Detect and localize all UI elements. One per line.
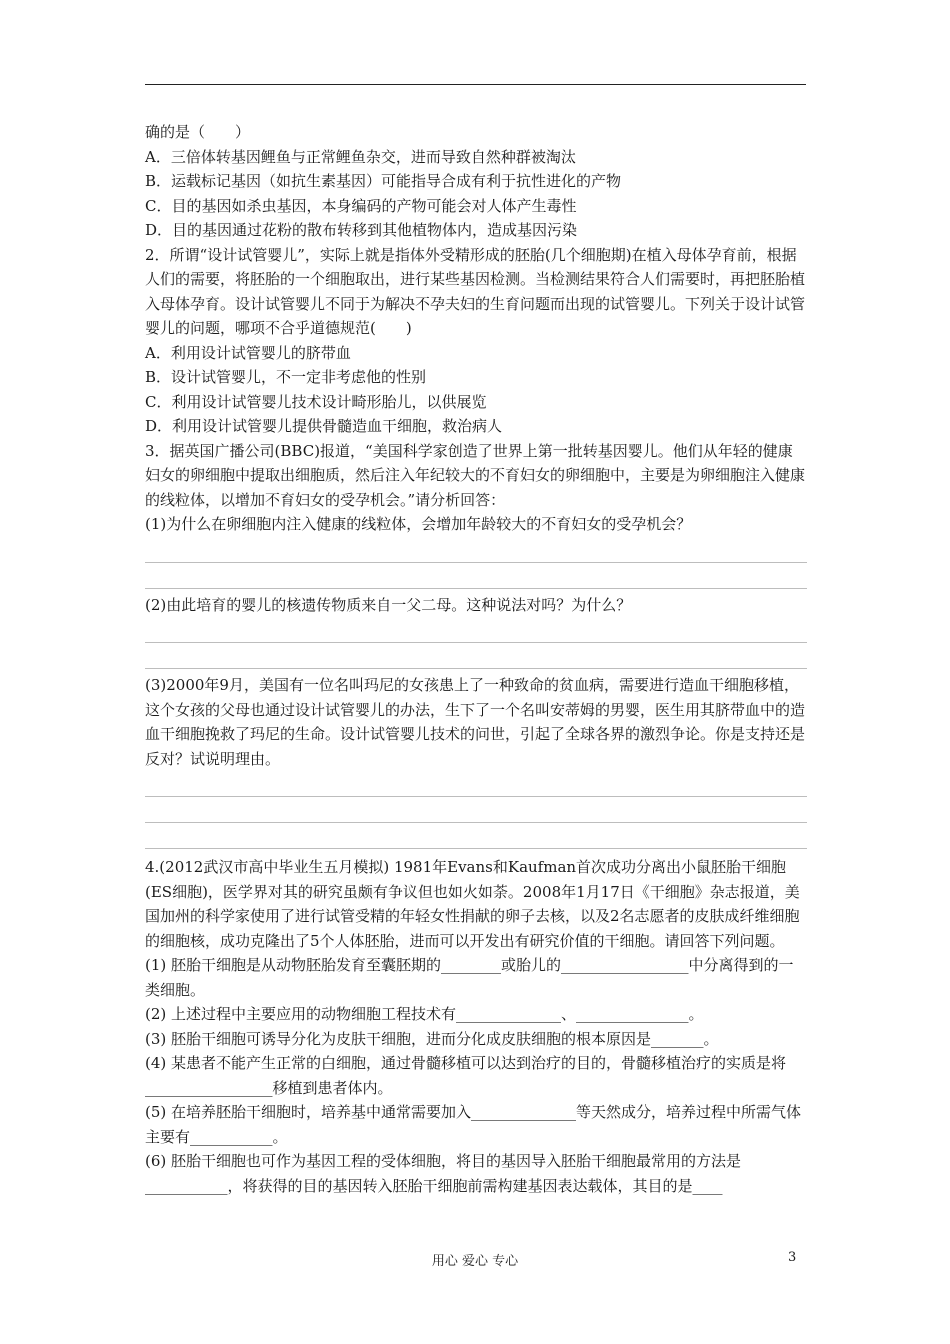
option-d: D．目的基因通过花粉的散布转移到其他植物体内，造成基因污染 — [145, 221, 578, 239]
option-a: A．利用设计试管婴儿的脐带血 — [145, 343, 351, 362]
answer-line[interactable] — [145, 537, 807, 563]
sub-question-6: (6) 胚胎干细胞也可作为基因工程的受体细胞，将目的基因导入胚胎干细胞最常用的方法是___________，将获得的目的基因转入胚胎干细胞前需构建基因表达载体，其目的是____ — [145, 1152, 742, 1195]
option-a: A．三倍体转基因鲤鱼与正常鲤鱼杂交，进而导致自然种群被淘汰 — [145, 147, 576, 166]
page-number: 3 — [788, 1250, 797, 1265]
text-line: 确的是（ ） — [145, 123, 251, 141]
answer-line[interactable] — [145, 771, 807, 797]
question-2: 2．所谓“设计试管婴儿”，实际上就是指体外受精形成的胚胎(几个细胞期)在植入母体孕育前，根据人们的需要，将胚胎的一个细胞取出，进行某些基因检测。当检测结果符合人们需要时，再把胚胎植入母体孕育。设计试管婴儿不同于为解决不孕夫妇的生育问题而出现的试管婴儿。下列关于设计试管婴儿的问题，哪项不合乎道德规范( ) — [145, 245, 806, 337]
option-c: C．目的基因如杀虫基因，本身编码的产物可能会对人体产生毒性 — [145, 196, 577, 215]
answer-line[interactable] — [145, 617, 807, 643]
header-rule — [145, 84, 806, 85]
sub-question-4: (4) 某患者不能产生正常的白细胞，通过骨髓移植可以达到治疗的目的，骨髓移植治疗的实质是将_________________移植到患者体内。 — [145, 1054, 787, 1097]
answer-line[interactable] — [145, 823, 807, 849]
page-body — [145, 120, 807, 1198]
answer-line[interactable] — [145, 643, 807, 669]
question-3: 3．据英国广播公司(BBC)报道，“美国科学家创造了世界上第一批转基因婴儿。他们从年轻的健康妇女的卵细胞中提取出细胞质，然后注入年纪较大的不育妇女的卵细胞中，主要是为卵细胞注入健康的线粒体，以增加不育妇女的受孕机会。”请分析回答： — [145, 441, 806, 509]
sub-question-5: (5) 在培养胚胎干细胞时，培养基中通常需要加入______________等天然成分，培养过程中所需气体主要有___________。 — [145, 1103, 802, 1146]
option-d: D．利用设计试管婴儿提供骨髓造血干细胞，救治病人 — [145, 417, 503, 435]
sub-question-1: (1)为什么在卵细胞内注入健康的线粒体，会增加年龄较大的不育妇女的受孕机会？ — [145, 515, 692, 533]
footer-text: 用心 爱心 专心 — [431, 1254, 519, 1269]
answer-line[interactable] — [145, 563, 807, 589]
option-c: C．利用设计试管婴儿技术设计畸形胎儿，以供展览 — [145, 392, 487, 411]
sub-question-3: (3) 胚胎干细胞可诱导分化为皮肤干细胞，进而分化成皮肤细胞的根本原因是_______。 — [145, 1029, 719, 1048]
sub-question-3: (3)2000年9月，美国有一位名叫玛尼的女孩患上了一种致命的贫血病，需要进行造血干细胞移植，这个女孩的父母也通过设计试管婴儿的办法，生下了一个名叫安蒂姆的男婴，医生用其脐带血中的造血干细胞挽救了玛尼的生命。设计试管婴儿技术的问世，引起了全球各界的激烈争论。你是支持还是反对？试说明理由。 — [145, 676, 806, 768]
option-b: B．运载标记基因（如抗生素基因）可能指导合成有利于抗性进化的产物 — [145, 172, 622, 190]
sub-question-2: (2) 上述过程中主要应用的动物细胞工程技术有______________、_______________。 — [145, 1005, 704, 1023]
option-b: B．设计试管婴儿，不一定非考虑他的性别 — [145, 368, 427, 386]
sub-question-1: (1) 胚胎干细胞是从动物胚胎发育至囊胚期的________或胎儿的_________________中分离得到的一类细胞。 — [145, 956, 794, 999]
question-4: 4.(2012武汉市高中毕业生五月模拟) 1981年Evans和Kaufman首次成功分离出小鼠胚胎干细胞(ES细胞)，医学界对其的研究虽颇有争议但也如火如荼。2008年1月17日《干细胞》杂志报道，美国加州的科学家使用了进行试管受精的年轻女性捐献的卵子去核，以及2名志愿者的皮肤成纤维细胞的细胞核，成功克隆出了5个人体胚胎，进而可以开发出有研究价值的干细胞。请回答下列问题。 — [145, 858, 800, 950]
answer-line[interactable] — [145, 797, 807, 823]
sub-question-2: (2)由此培育的婴儿的核遗传物质来自一父二母。这种说法对吗？为什么？ — [145, 595, 632, 614]
